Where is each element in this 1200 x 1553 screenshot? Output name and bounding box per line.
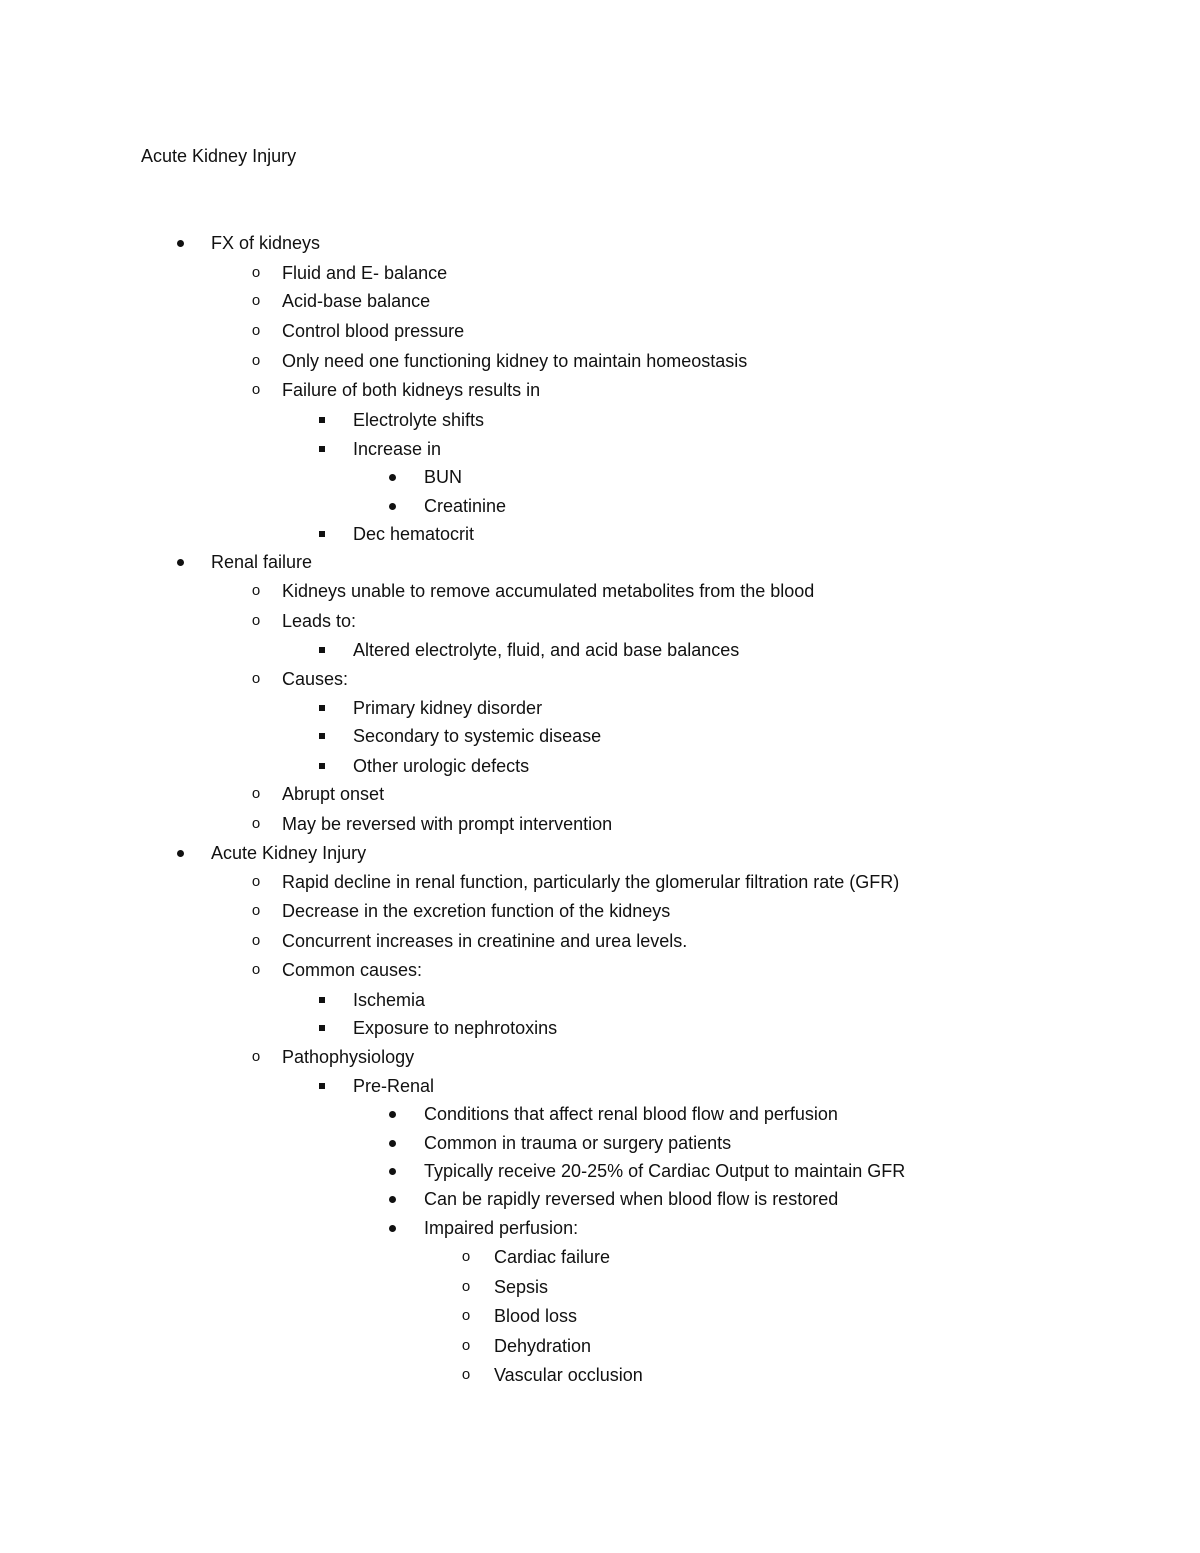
circle-bullet-icon: o — [251, 264, 261, 281]
dot-bullet-icon — [170, 550, 190, 566]
outline-item-text: Pre-Renal — [353, 1076, 435, 1096]
outline-item-text: Acute Kidney Injury — [211, 843, 367, 863]
circle-bullet-icon: o — [251, 381, 261, 398]
outline-item-text: Dehydration — [494, 1336, 592, 1356]
outline-item-text: Renal failure — [211, 552, 313, 572]
outline-item-text: May be reversed with prompt intervention — [282, 814, 613, 834]
circle-bullet-icon: o — [251, 612, 261, 629]
outline-item-text: Concurrent increases in creatinine and urea levels. — [282, 931, 688, 951]
circle-bullet-icon: o — [251, 785, 261, 802]
outline-item-text: Dec hematocrit — [353, 524, 475, 544]
circle-bullet-icon: o — [461, 1307, 471, 1324]
outline-item-text: Fluid and E- balance — [282, 263, 448, 283]
square-bullet-icon — [312, 696, 332, 711]
outline-item-text: Blood loss — [494, 1306, 578, 1326]
outline-item-text: FX of kidneys — [211, 233, 321, 253]
dot-bullet-icon — [382, 494, 402, 510]
square-bullet-icon — [312, 408, 332, 423]
outline-item-text: Acid-base balance — [282, 291, 431, 311]
outline-item-text: BUN — [424, 467, 463, 487]
outline-item-text: Increase in — [353, 439, 442, 459]
outline-item-text: Common causes: — [282, 960, 423, 980]
circle-bullet-icon: o — [461, 1278, 471, 1295]
circle-bullet-icon: o — [251, 670, 261, 687]
outline-item-text: Impaired perfusion: — [424, 1218, 579, 1238]
outline-item-text: Primary kidney disorder — [353, 698, 543, 718]
outline-item-text: Kidneys unable to remove accumulated metabolites from the blood — [282, 581, 815, 601]
dot-bullet-icon — [382, 1187, 402, 1203]
circle-bullet-icon: o — [461, 1337, 471, 1354]
outline-item-text: Typically receive 20-25% of Cardiac Output to maintain GFR — [424, 1161, 906, 1181]
outline-item-text: Sepsis — [494, 1277, 549, 1297]
square-bullet-icon — [312, 437, 332, 452]
outline-item-text: Conditions that affect renal blood flow and perfusion — [424, 1104, 838, 1124]
outline-item-text: Common in trauma or surgery patients — [424, 1133, 732, 1153]
outline-item-text: Secondary to systemic disease — [353, 726, 602, 746]
outline-item-text: Altered electrolyte, fluid, and acid base balances — [353, 640, 740, 660]
square-bullet-icon — [312, 754, 332, 769]
outline-item-text: Vascular occlusion — [494, 1365, 643, 1385]
dot-bullet-icon — [382, 465, 402, 481]
outline-item-text: Other urologic defects — [353, 756, 530, 776]
outline-item-text: Causes: — [282, 669, 349, 689]
outline-item-text: Rapid decline in renal function, particularly the glomerular filtration rate (GFR) — [282, 872, 900, 892]
square-bullet-icon — [312, 988, 332, 1003]
outline-item-text: Can be rapidly reversed when blood flow is restored — [424, 1189, 839, 1209]
circle-bullet-icon: o — [251, 352, 261, 369]
dot-bullet-icon — [382, 1159, 402, 1175]
outline-item-text: Cardiac failure — [494, 1247, 611, 1267]
document-title: Acute Kidney Injury — [141, 146, 297, 166]
outline-item-text: Failure of both kidneys results in — [282, 380, 541, 400]
dot-bullet-icon — [382, 1131, 402, 1147]
outline-item-text: Abrupt onset — [282, 784, 385, 804]
circle-bullet-icon: o — [251, 902, 261, 919]
outline-item-text: Exposure to nephrotoxins — [353, 1018, 558, 1038]
dot-bullet-icon — [170, 841, 190, 857]
square-bullet-icon — [312, 638, 332, 653]
circle-bullet-icon: o — [251, 322, 261, 339]
outline-item-text: Control blood pressure — [282, 321, 465, 341]
square-bullet-icon — [312, 724, 332, 739]
dot-bullet-icon — [382, 1216, 402, 1232]
outline-item-text: Ischemia — [353, 990, 426, 1010]
circle-bullet-icon: o — [251, 873, 261, 890]
circle-bullet-icon: o — [461, 1248, 471, 1265]
circle-bullet-icon: o — [461, 1366, 471, 1383]
dot-bullet-icon — [382, 1102, 402, 1118]
outline-item-text: Leads to: — [282, 611, 357, 631]
circle-bullet-icon: o — [251, 815, 261, 832]
circle-bullet-icon: o — [251, 1048, 261, 1065]
square-bullet-icon — [312, 522, 332, 537]
circle-bullet-icon: o — [251, 582, 261, 599]
circle-bullet-icon: o — [251, 932, 261, 949]
dot-bullet-icon — [170, 231, 190, 247]
outline-item-text: Only need one functioning kidney to maintain homeostasis — [282, 351, 748, 371]
circle-bullet-icon: o — [251, 961, 261, 978]
outline-item-text: Pathophysiology — [282, 1047, 415, 1067]
square-bullet-icon — [312, 1016, 332, 1031]
outline-item-text: Electrolyte shifts — [353, 410, 485, 430]
outline-item-text: Decrease in the excretion function of the kidneys — [282, 901, 671, 921]
circle-bullet-icon: o — [251, 292, 261, 309]
square-bullet-icon — [312, 1074, 332, 1089]
outline-item-text: Creatinine — [424, 496, 507, 516]
